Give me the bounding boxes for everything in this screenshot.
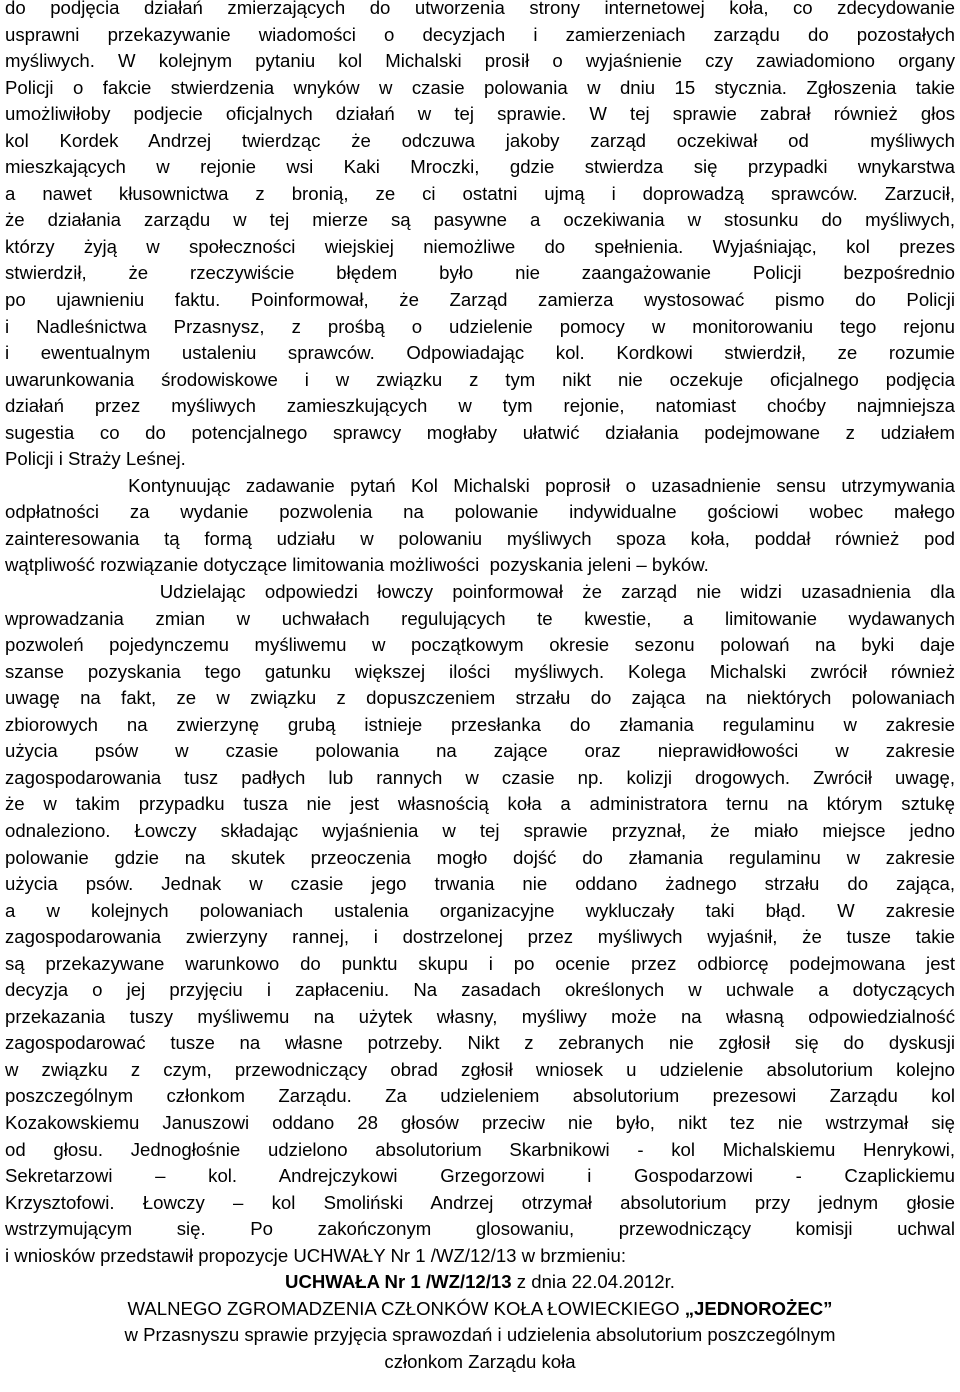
resolution-subject-line-1: w Przasnyszu sprawie przyjęcia sprawozdań i udzielenia absolutorium poszczególnym xyxy=(124,1324,836,1346)
resolution-number: UCHWAŁA Nr 1 /WZ/12/13 xyxy=(285,1271,512,1293)
text-line: decyzja o jej przyjęciu i zapłaceniu. Na zasadach określonych w uchwale a dotyczących xyxy=(5,979,955,1001)
resolution-organization xyxy=(5,1296,955,1323)
text-line: Udzielając odpowiedzi łowczy poinformował że zarząd nie widzi uzasadnienia dla xyxy=(5,581,955,603)
text-line: uwagę na fakt, ze w związku z dopuszczeniem strzału do zająca na niektórych polowaniach xyxy=(5,687,955,709)
text-line: użycia psów. Jednak w czasie jego trwania nie oddano żadnego strzału do zająca, xyxy=(5,873,955,895)
text-line: zainteresowania tą formą udziału w polowaniu myśliwych spoza koła, poddał również pod xyxy=(5,527,955,549)
text-line: stwierdził, że rzeczywiście błędem było nie zaangażowanie Policji bezpośrednio xyxy=(5,262,955,284)
text-line: Policji i Straży Leśnej. xyxy=(5,448,186,470)
text-line: wprowadzania zmian w uchwałach regulujących te kwestie, a limitowanie wydawanych xyxy=(5,607,955,629)
text-line: kol Kordek Andrzej twierdząc że odczuwa jakoby zarząd oczekiwał od myśliwych xyxy=(5,129,955,151)
text-line: działań przez myśliwych zamieszkujących w tym rejonie, natomiast choćby najmniejsza xyxy=(5,395,955,417)
text-line: odnaleziono. Łowczy składając wyjaśnienia w tej sprawie przyznał, że miało miejsce jedno xyxy=(5,819,955,841)
text-line: uwarunkowania środowiskowe i w związku z tym nikt nie oczekuje oficjalnego podjęcia xyxy=(5,368,955,390)
text-line: że działania zarządu w tej mierze są pasywne a oczekiwania w stosunku do myśliwych, xyxy=(5,209,955,231)
text-line: mieszkających w rejonie wsi Kaki Mroczki, gdzie stwierdza się przypadki wnykarstwa xyxy=(5,156,955,178)
resolution-title xyxy=(5,1269,955,1296)
text-line: Krzysztofowi. Łowczy – kol Smoliński Andrzej otrzymał absolutorium przy jednym głosie xyxy=(5,1191,955,1213)
text-line: wątpliwość rozwiązanie dotyczące limitowania możliwości pozyskania jeleni – byków. xyxy=(5,554,709,576)
document-body xyxy=(5,0,955,1269)
text-line: Policji o fakcie stwierdzenia wnyków w czasie polowania w dniu 15 stycznia. Zgłoszenia takie xyxy=(5,76,955,98)
text-line: są przekazywane warunkowo do punktu skupu i po ocenie przez odbiorcę podejmowana jest xyxy=(5,952,955,974)
text-line: użycia psów w czasie polowania na zające oraz nieprawidłowości w zakresie xyxy=(5,740,955,762)
text-line: zagospodarować tusze na własne potrzeby. Nikt z zebranych nie zgłosił się do dyskusji xyxy=(5,1032,955,1054)
text-line: Kozakowskiemu Januszowi oddano 28 głosów przeciw nie było, nikt tez nie wstrzymał się xyxy=(5,1111,955,1133)
text-line: zagospodarowania tusz padłych lub rannych w czasie np. kolizji drogowych. Zwrócił uwagę, xyxy=(5,766,955,788)
text-line: szanse pozyskania tego gatunku większej ilości myśliwych. Kolega Michalski zwrócił również xyxy=(5,660,955,682)
text-line: wstrzymującym się. Po zakończonym glosowaniu, przewodniczący komisji uchwal xyxy=(5,1218,955,1240)
text-line: myśliwych. W kolejnym pytaniu kol Michalski prosił o wyjaśnienie czy zawiadomiono organy xyxy=(5,50,955,72)
text-line: usprawni przekazywanie wiadomości o decyzjach i zamierzeniach zarządu do pozostałych xyxy=(5,23,955,45)
text-line: zbiorowych na zwierzynę grubą istnieje przesłanka do złamania regulaminu w zakresie xyxy=(5,713,955,735)
text-line: sugestia co do potencjalnego sprawcy mogłaby ułatwić działania podejmowane z udziałem xyxy=(5,421,955,443)
text-line: poszczególnym członkom Zarządu. Za udzieleniem absolutorium prezesowi Zarządu kol xyxy=(5,1085,955,1107)
text-line: i ewentualnym ustaleniu sprawców. Odpowiadając kol. Kordkowi stwierdził, ze rozumie xyxy=(5,342,955,364)
text-line: od głosu. Jednogłośnie udzielono absolutorium Skarbnikowi - kol Michalskiemu Henrykowi, xyxy=(5,1138,955,1160)
text-line: w związku z czym, przewodniczący obrad zgłosił wniosek u udzielenie absolutorium kolejno xyxy=(5,1058,955,1080)
text-line: pozwoleń pojedynczemu myśliwemu w początkowym okresie sezonu polowań na byki daje xyxy=(5,634,955,656)
text-line: i wniosków przedstawił propozycje UCHWAŁY Nr 1 /WZ/12/13 w brzmieniu: xyxy=(5,1244,627,1266)
text-line: odpłatności za wydanie pozwolenia na polowanie indywidualne gościowi wobec małego xyxy=(5,501,955,523)
text-line: przekazania tuszy myśliwemu na użytek własny, myśliwy może na własną odpowiedzialność xyxy=(5,1005,955,1027)
text-line: po ujawnieniu faktu. Poinformował, że Zarząd zamierza wystosować pismo do Policji xyxy=(5,289,955,311)
text-line: Kontynuując zadawanie pytań Kol Michalski poprosił o uzasadnienie sensu utrzymywania xyxy=(5,474,955,496)
text-line: a w kolejnych polowaniach ustalenia organizacyjne wykluczały taki błąd. W zakresie xyxy=(5,899,955,921)
text-line: do podjęcia działań zmierzających do utworzenia strony internetowej koła, co zdecydowanie xyxy=(5,0,955,18)
text-line: Sekretarzowi – kol. Andrejczykowi Grzegorzowi i Gospodarzowi - Czaplickiemu xyxy=(5,1165,955,1187)
text-line: a nawet kłusownictwa z bronią, ze ci ostatni ujmą i doprowadzą sprawców. Zarzucił, xyxy=(5,182,955,204)
text-line: umożliwiłoby podjecie oficjalnych działań w tej sprawie. W tej sprawie zabrał również głos xyxy=(5,103,955,125)
text-line: zagospodarowania zwierzyny rannej, i dostrzelonej przez myśliwych wyjaśnił, że tusze takie xyxy=(5,926,955,948)
organization-name: „JEDNOROŻEC” xyxy=(684,1297,833,1319)
text-line: polowanie gdzie na skutek przeoczenia mogło dojść do złamania regulaminu w zakresie xyxy=(5,846,955,868)
resolution-date: z dnia 22.04.2012r. xyxy=(511,1271,675,1293)
resolution-subject-line-2: członkom Zarządu koła xyxy=(384,1350,576,1372)
organization-prefix: WALNEGO ZGROMADZENIA CZŁONKÓW KOŁA ŁOWIECKIEGO xyxy=(127,1297,685,1319)
text-line: którzy żyją w społeczności wiejskiej niemożliwe do spełnienia. Wyjaśniając, kol prezes xyxy=(5,235,955,257)
text-line: że w takim przypadku tusza nie jest własnością koła a administratora ternu na którym sztukę xyxy=(5,793,955,815)
text-line: i Nadleśnictwa Przasnysz, z prośbą o udzielenie pomocy w monitorowaniu tego rejonu xyxy=(5,315,955,337)
